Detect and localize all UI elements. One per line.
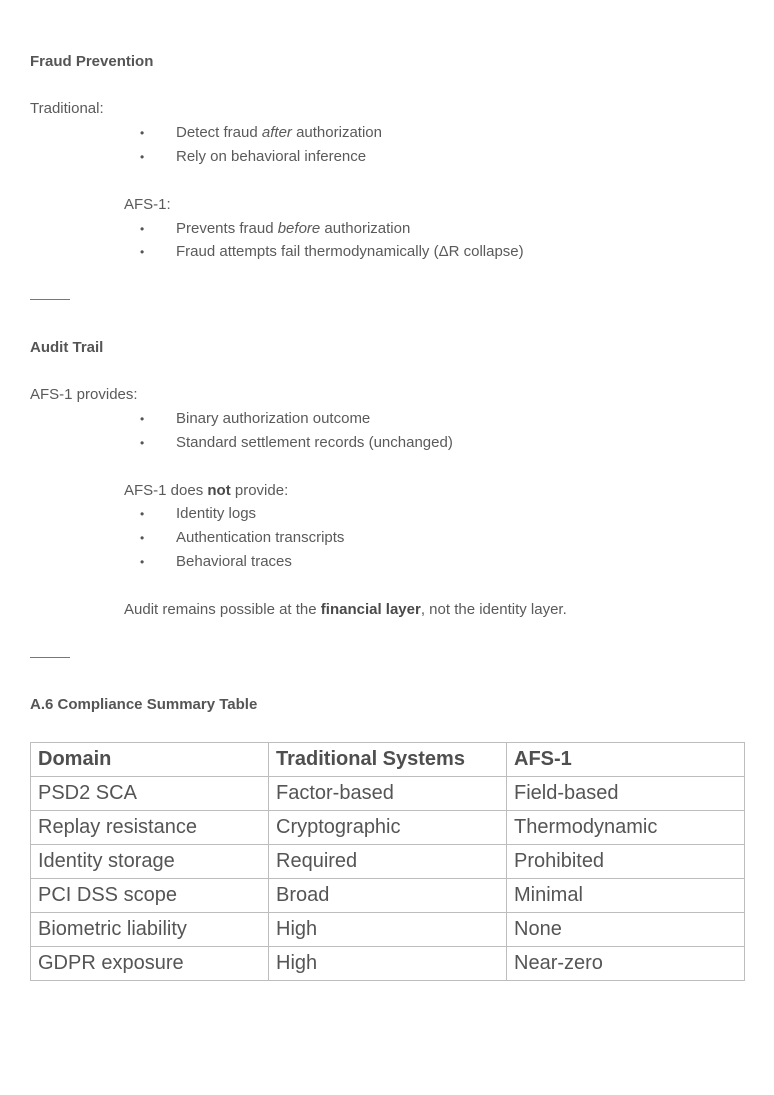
table-cell: Identity storage [31, 845, 269, 879]
compliance-summary-table [30, 742, 745, 981]
list-item: Detect fraud after authorization [176, 124, 382, 141]
bullet-marker: • [140, 412, 145, 426]
bullet-marker: • [140, 531, 145, 545]
compliance-summary-heading: A.6 Compliance Summary Table [30, 696, 258, 713]
table-row [31, 879, 745, 913]
table-cell: Required [269, 845, 507, 879]
afs-label: AFS-1: [124, 196, 171, 213]
table-cell: Thermodynamic [507, 811, 745, 845]
list-item: Rely on behavioral inference [176, 148, 367, 165]
table-header-row [31, 743, 745, 777]
list-item: Binary authorization outcome [176, 410, 371, 427]
bullet-marker: • [140, 126, 145, 140]
column-header: AFS-1 [507, 743, 745, 777]
bullet-marker: • [140, 150, 145, 164]
table-row [31, 947, 745, 981]
table-row [31, 811, 745, 845]
table-row [31, 845, 745, 879]
bullet-marker: • [140, 222, 145, 236]
section-divider [30, 299, 70, 300]
bullet-marker: • [140, 555, 145, 569]
table-cell: Minimal [507, 879, 745, 913]
table-cell: Factor-based [269, 777, 507, 811]
fraud-prevention-heading: Fraud Prevention [30, 53, 154, 70]
table-cell: PSD2 SCA [31, 777, 269, 811]
table-row [31, 777, 745, 811]
list-item: Fraud attempts fail thermodynamically (ΔR collapse) [176, 243, 524, 260]
column-header: Traditional Systems [269, 743, 507, 777]
list-item: Authentication transcripts [176, 529, 345, 546]
not-provide-label: AFS-1 does not provide: [124, 482, 289, 499]
table-cell: Broad [269, 879, 507, 913]
table-cell: Biometric liability [31, 913, 269, 947]
traditional-label: Traditional: [30, 100, 104, 117]
list-item: Prevents fraud before authorization [176, 220, 411, 237]
section-divider [30, 657, 70, 658]
table-cell: Replay resistance [31, 811, 269, 845]
table-cell: Cryptographic [269, 811, 507, 845]
table-cell: Near-zero [507, 947, 745, 981]
table-row [31, 913, 745, 947]
table-cell: Prohibited [507, 845, 745, 879]
table-cell: High [269, 913, 507, 947]
bullet-marker: • [140, 507, 145, 521]
table-cell: PCI DSS scope [31, 879, 269, 913]
table-cell: Field-based [507, 777, 745, 811]
audit-remark: Audit remains possible at the financial layer, not the identity layer. [124, 601, 567, 618]
audit-trail-heading: Audit Trail [30, 339, 104, 356]
list-item: Behavioral traces [176, 553, 292, 570]
table-cell: GDPR exposure [31, 947, 269, 981]
bullet-marker: • [140, 436, 145, 450]
list-item: Identity logs [176, 505, 257, 522]
table-cell: None [507, 913, 745, 947]
table-cell: High [269, 947, 507, 981]
list-item: Standard settlement records (unchanged) [176, 434, 453, 451]
provides-label: AFS-1 provides: [30, 386, 138, 403]
column-header: Domain [31, 743, 269, 777]
bullet-marker: • [140, 245, 145, 259]
